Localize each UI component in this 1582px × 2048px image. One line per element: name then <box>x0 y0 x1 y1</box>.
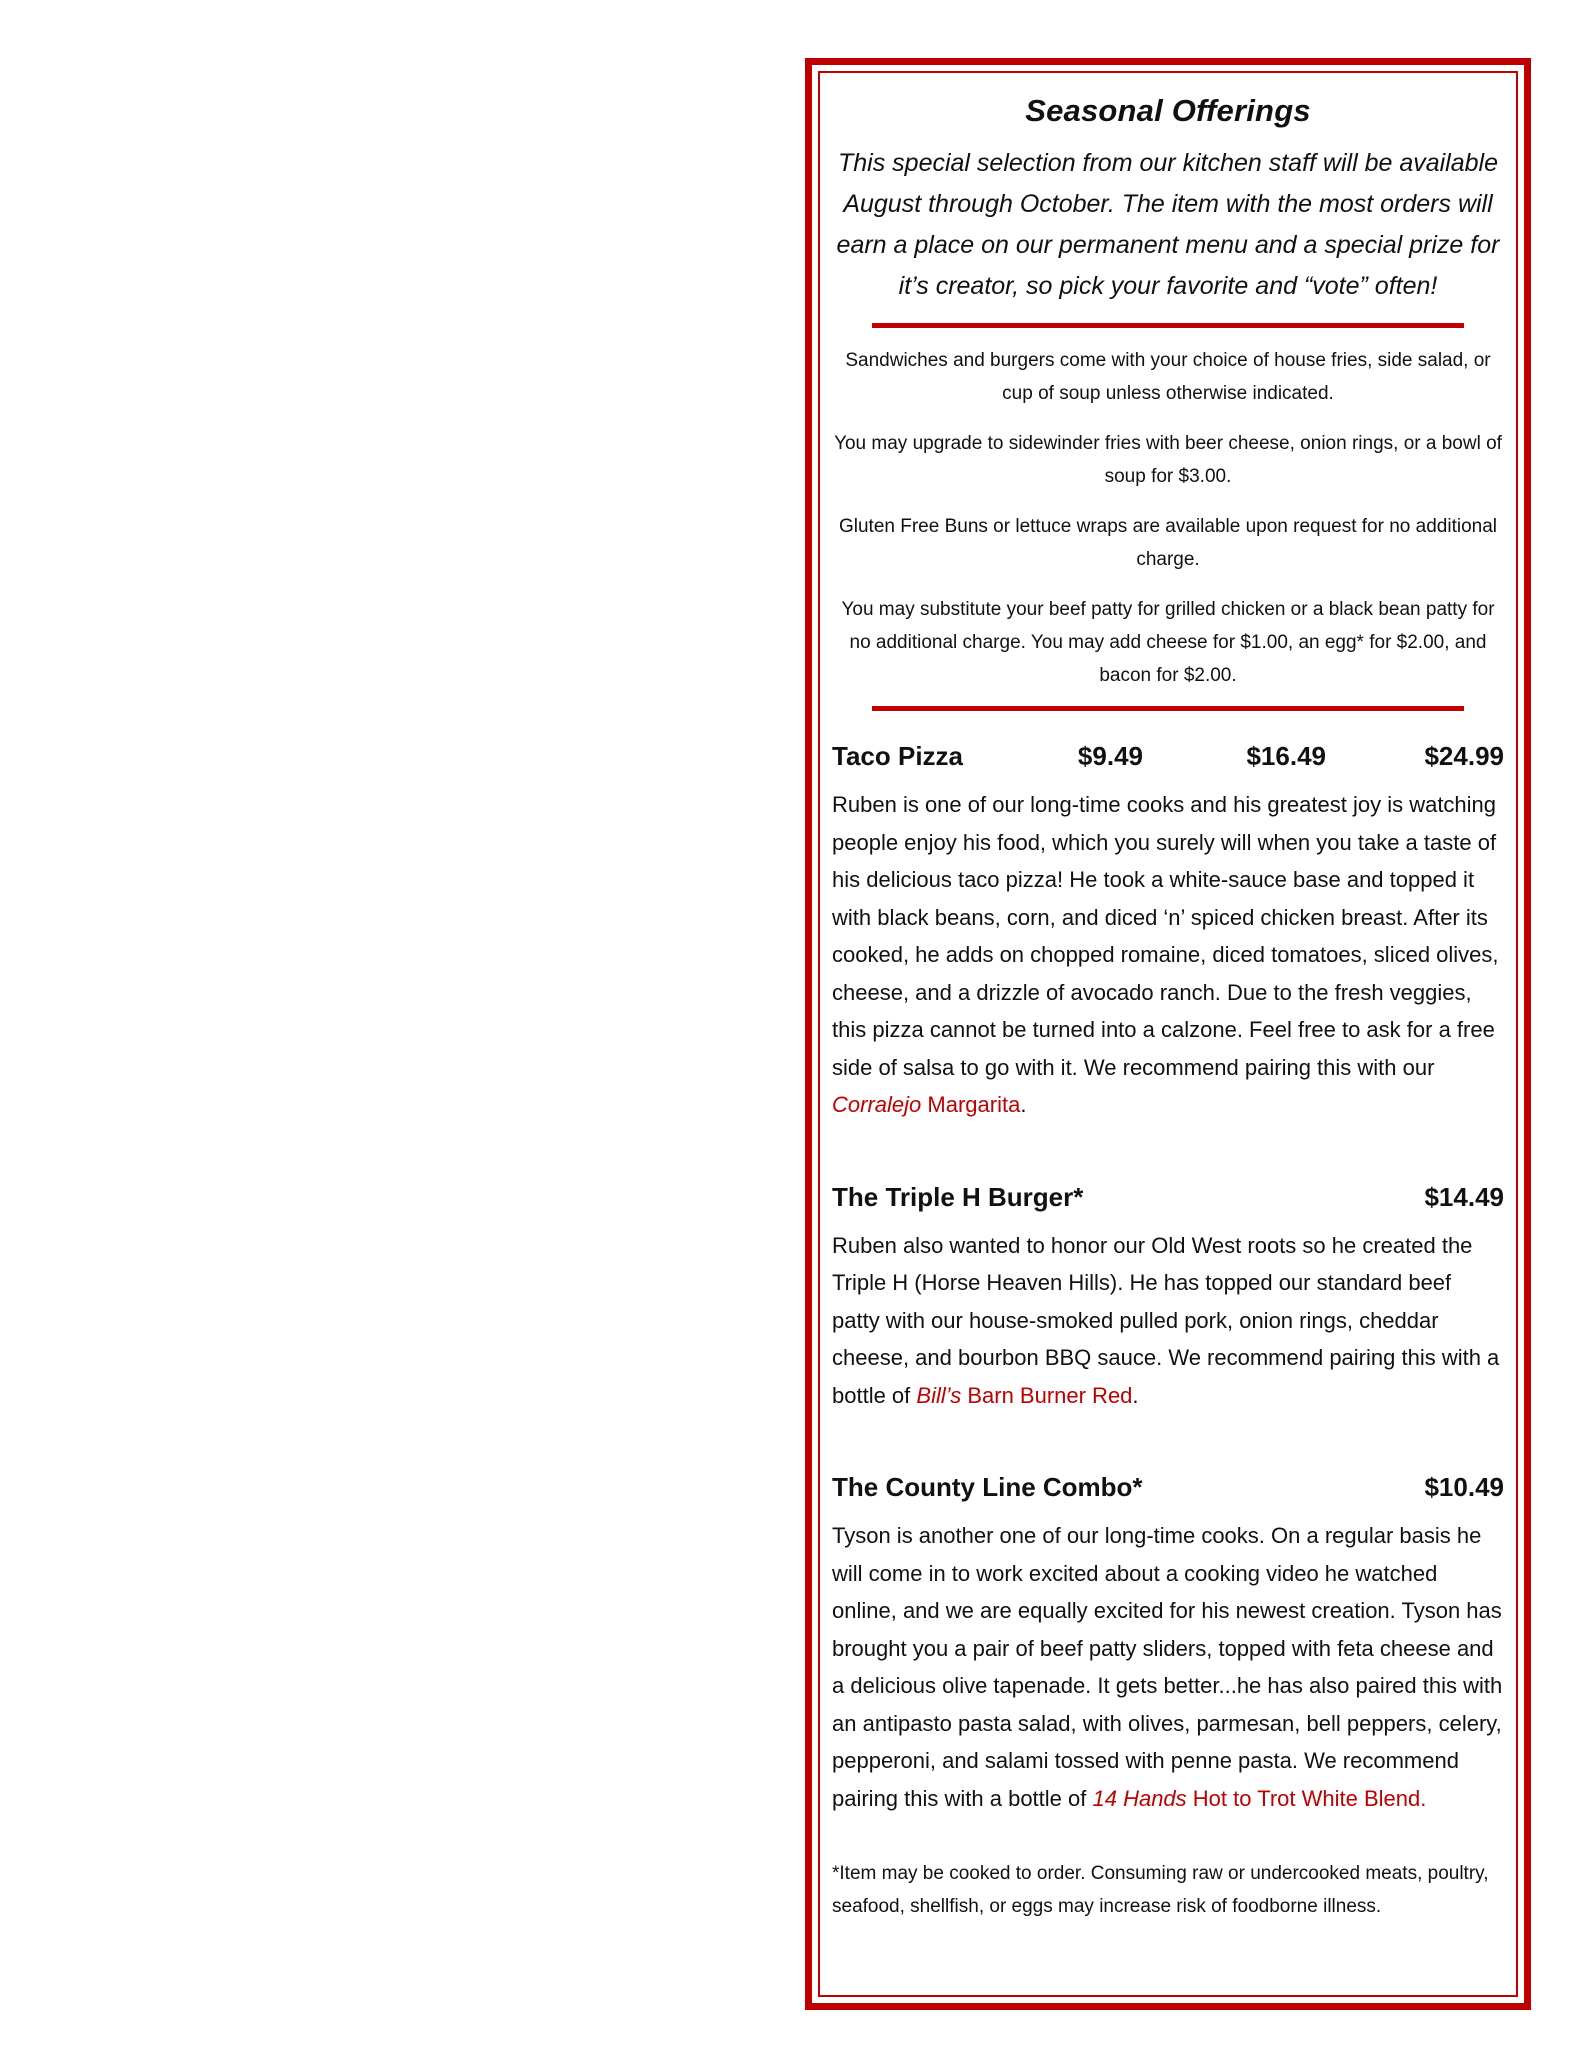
description-end: . <box>1132 1382 1139 1408</box>
item-prices <box>1069 741 1504 772</box>
item-name: The Triple H Burger* <box>832 1181 1084 1212</box>
menu-title: Seasonal Offerings <box>1025 93 1311 128</box>
seasonal-menu-inner <box>818 71 1518 1997</box>
description-end: . <box>1020 1092 1027 1117</box>
pairing-brand: Corralejo <box>832 1092 922 1117</box>
item-description <box>832 1517 1504 1817</box>
divider-bottom <box>872 706 1464 711</box>
menu-item-triple-h-burger <box>832 1182 1504 1415</box>
menu-item-taco-pizza <box>832 741 1504 1124</box>
pairing-name: Margarita <box>921 1092 1021 1117</box>
item-header <box>832 741 1504 772</box>
note-sides: Sandwiches and burgers come with your choice of house fries, side salad, or cup of soup unless otherwise indicated. <box>845 350 1491 404</box>
item-header <box>832 1472 1504 1503</box>
description-text: Ruben also wanted to honor our Old West roots so he created the Triple H (Horse Heaven Hills). He has topped our standard beef patty with our house-smoked pulled pork, onion rings, cheddar cheese, and bourbon BBQ sauce. We recommend pairing this with a bottle of <box>832 1232 1500 1408</box>
description-text: Ruben is one of our long-time cooks and his greatest joy is watching people enjoy his food, which you surely will when you take a taste of his delicious taco pizza! He took a white-sauce base and topped it with black beans, corn, and diced ‘n’ spiced chicken breast. After its cooked, he adds on chopped romaine, diced tomatoes, sliced olives, cheese, and a drizzle of avocado ranch. Due to the fresh veggies, this pizza cannot be turned into a calzone. Feel free to ask for a free side of salsa to go with it. We recommend pairing this with our <box>832 792 1499 1080</box>
menu-notes <box>832 328 1504 706</box>
note-substitute: You may substitute your beef patty for grilled chicken or a black bean patty for no additional charge. You may add cheese for $1.00, an egg* for $2.00, and bacon for $2.00. <box>841 599 1495 686</box>
note-upgrade: You may upgrade to sidewinder fries with beer cheese, onion rings, or a bowl of soup for $3.00. <box>834 433 1502 487</box>
item-description <box>832 1227 1504 1415</box>
note-gluten-free: Gluten Free Buns or lettuce wraps are available upon request for no additional charge. <box>838 516 1497 570</box>
allergy-footnote: *Item may be cooked to order. Consuming raw or undercooked meats, poultry, seafood, shellfish, or eggs may increase risk of foodborne illness. <box>832 1863 1489 1917</box>
description-text: Tyson is another one of our long-time cooks. On a regular basis he will come in to work excited about a cooking video he watched online, and we are equally excited for his newest creation. Tyson has brought you a pair of beef patty sliders, topped with feta cheese and a delicious olive tapenade. It gets better...he has also paired this with an antipasto pasta salad, with olives, parmesan, bell peppers, celery, pepperoni, and salami tossed with penne pasta. We recommend pairing this with a bottle of <box>832 1523 1503 1811</box>
price-single: $14.49 <box>1424 1181 1504 1212</box>
price-single: $10.49 <box>1424 1472 1504 1502</box>
pairing-brand: Bill’s <box>916 1382 962 1408</box>
price-medium: $16.49 <box>1246 741 1326 771</box>
item-header <box>832 1182 1504 1213</box>
seasonal-menu-frame <box>805 58 1531 2010</box>
pairing-name: Hot to Trot White Blend. <box>1186 1785 1427 1811</box>
price-small: $9.49 <box>1077 741 1143 771</box>
menu-intro: This special selection from our kitchen staff will be available August through October. The item with the most orders will earn a place on our permanent menu and a special prize for it’s creator, so pick your favorite and “vote” often! <box>836 149 1500 300</box>
item-description <box>832 786 1504 1124</box>
pairing-brand: 14 Hands <box>1092 1785 1187 1811</box>
price-large: $24.99 <box>1424 741 1504 771</box>
menu-item-county-line-combo <box>832 1472 1504 1817</box>
item-name: Taco Pizza <box>832 741 964 771</box>
pairing-name: Barn Burner Red <box>961 1382 1133 1408</box>
item-name: The County Line Combo* <box>832 1472 1143 1502</box>
